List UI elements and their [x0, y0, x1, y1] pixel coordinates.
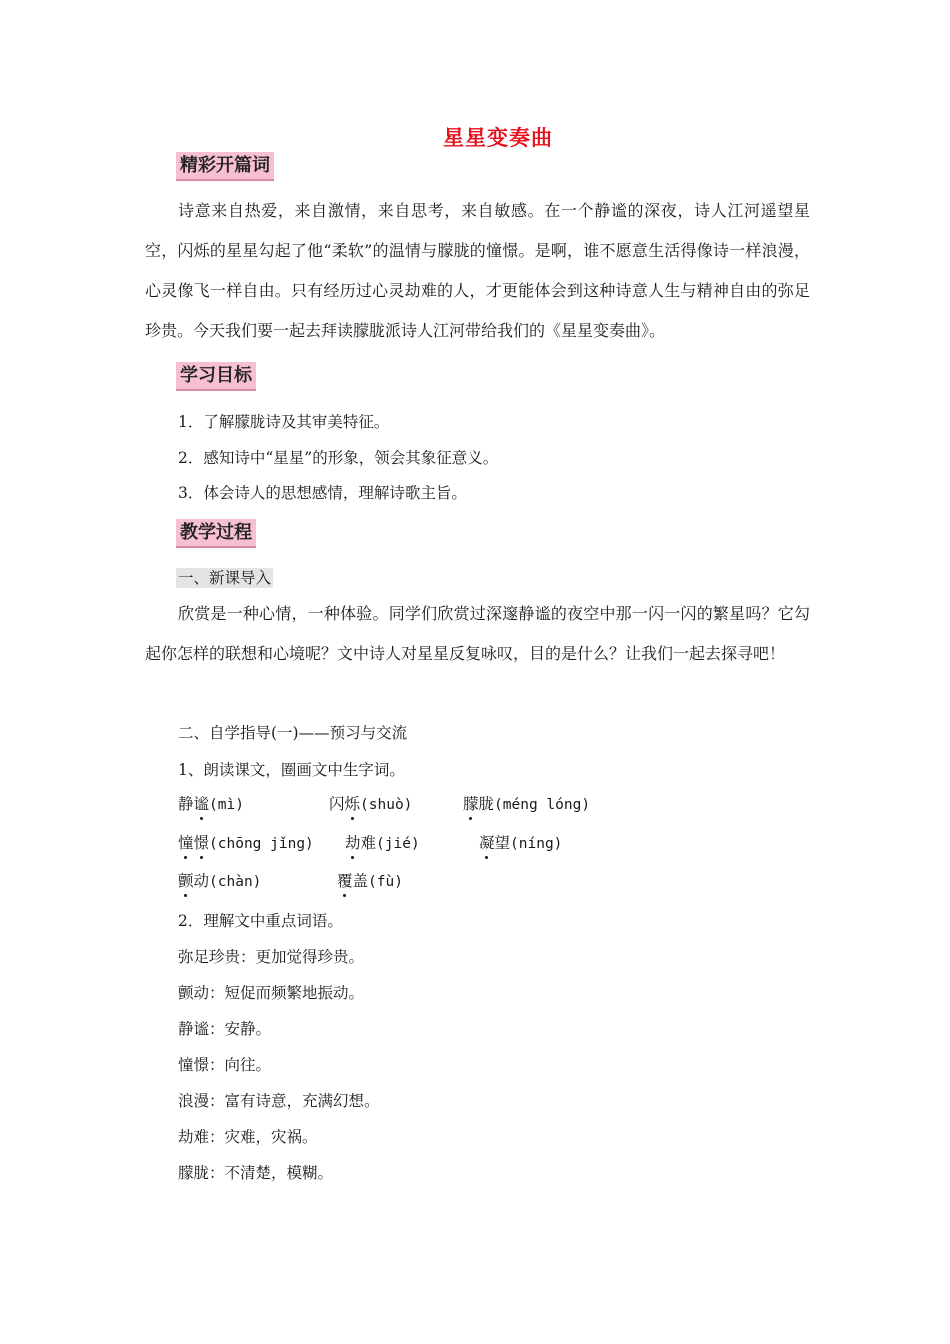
vocab-item: 静谧(mì) [178, 795, 244, 813]
page-title: 星星变奏曲 [443, 125, 553, 150]
section-tag-process: 教学过程 [176, 519, 256, 548]
opening-paragraph: 诗意来自热爱，来自激情，来自思考，来自敏感。在一个静谧的深夜，诗人江河遥望星空，闪烁的星星勾起了他“柔软”的温情与朦胧的憧憬。是啊，谁不愿意生活得像诗一样浪漫，心灵像飞一样自由。只有经历过心灵劫难的人，才更能体会到这种诗意人生与精神自由的弥足珍贵。今天我们要一起去拜读朦胧派诗人江河带给我们的《星星变奏曲》。 [145, 201, 810, 340]
goal-item: 2．感知诗中“星星”的形象，领会其象征意义。 [178, 449, 499, 467]
section-tag-goals: 学习目标 [176, 362, 256, 391]
vocab-item: 朦胧(méng lóng) [463, 795, 591, 813]
definition-item: 憧憬：向往。 [178, 1056, 272, 1074]
vocab-item: 劫难(jié) [345, 834, 420, 852]
vocab-item: 凝望(níng) [479, 834, 563, 852]
definition-item: 劫难：灾难，灾祸。 [178, 1128, 318, 1146]
definition-item: 朦胧：不清楚，模糊。 [178, 1164, 334, 1182]
definition-item: 静谧：安静。 [178, 1020, 272, 1038]
vocab-item: 闪烁(shuò) [329, 795, 413, 813]
definition-item: 颤动：短促而频繁地振动。 [178, 984, 365, 1002]
goal-item: 1．了解朦胧诗及其审美特征。 [178, 413, 390, 431]
section-tag-opening: 精彩开篇词 [176, 152, 274, 181]
vocab-item: 憧憬(chōng jǐng) [178, 834, 314, 852]
step2-heading: 二、自学指导(一)——预习与交流 [178, 724, 408, 742]
definition-item: 弥足珍贵：更加觉得珍贵。 [178, 948, 365, 966]
task2-label: 2．理解文中重点词语。 [178, 912, 343, 930]
vocab-item: 覆盖(fù) [337, 872, 403, 890]
vocab-item: 颤动(chàn) [178, 872, 262, 890]
step1-paragraph: 欣赏是一种心情，一种体验。同学们欣赏过深邃静谧的夜空中那一闪一闪的繁星吗？它勾起你怎样的联想和心境呢？文中诗人对星星反复咏叹，目的是什么？让我们一起去探寻吧！ [145, 604, 810, 663]
task1-label: 1、朗读课文，圈画文中生字词。 [178, 761, 405, 779]
step1-heading: 一、新课导入 [178, 569, 272, 587]
definition-item: 浪漫：富有诗意，充满幻想。 [178, 1092, 380, 1110]
goal-item: 3．体会诗人的思想感情，理解诗歌主旨。 [178, 484, 467, 502]
